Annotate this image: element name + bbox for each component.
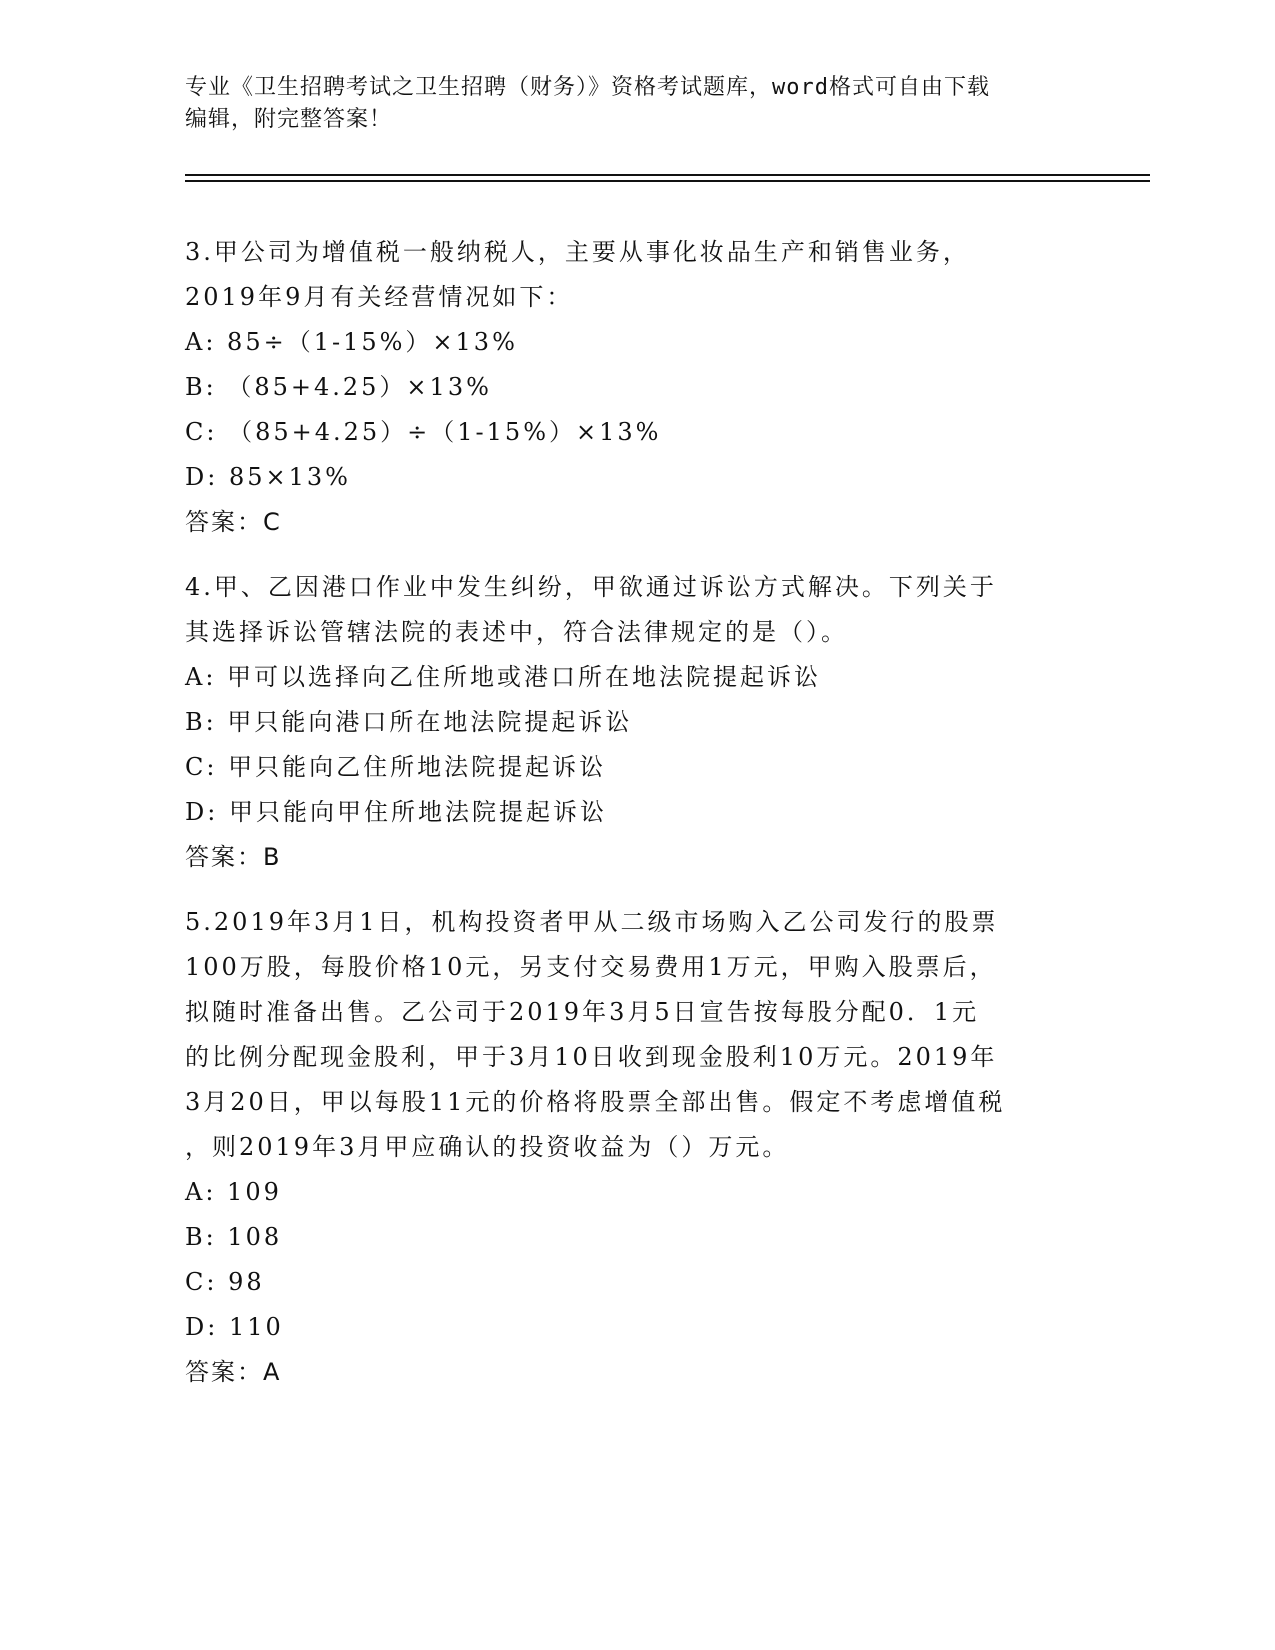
question-text-line: 100万股，每股价格10元，另支付交易费用1万元，甲购入股票后，: [185, 953, 997, 981]
answer: 答案：A: [185, 1358, 282, 1386]
option-b: B: （85+4.25）×13%: [185, 373, 492, 401]
question-text-line: 其选择诉讼管辖法院的表述中，符合法律规定的是（）。: [185, 618, 848, 646]
option-c: C: 98: [185, 1268, 265, 1296]
question-list: [185, 230, 1085, 1415]
option-a: A: 甲可以选择向乙住所地或港口所在地法院提起诉讼: [185, 663, 822, 691]
option-a: A: 85÷（1-15%）×13%: [185, 328, 518, 356]
document-header: [185, 72, 1065, 136]
header-line-2: 编辑，附完整答案！: [185, 107, 393, 132]
option-a: A: 109: [185, 1178, 282, 1206]
answer: 答案：C: [185, 508, 282, 536]
question-text-line: 拟随时准备出售。乙公司于2019年3月5日宣告按每股分配0．1元: [185, 998, 980, 1026]
option-d: D: 110: [185, 1313, 284, 1341]
option-b: B: 甲只能向港口所在地法院提起诉讼: [185, 708, 633, 736]
question-text-line: 3月20日，甲以每股11元的价格将股票全部出售。假定不考虑增值税: [185, 1088, 1006, 1116]
question-text-line: ，则2019年3月甲应确认的投资收益为（）万元。: [185, 1133, 790, 1161]
header-divider-bottom: [185, 180, 1150, 182]
question-text-line: 2019年9月有关经营情况如下：: [185, 283, 574, 311]
option-d: D: 甲只能向甲住所地法院提起诉讼: [185, 798, 607, 826]
question-text-line: 5.2019年3月1日，机构投资者甲从二级市场购入乙公司发行的股票: [185, 908, 999, 936]
question-3: [185, 230, 1085, 545]
question-4: [185, 565, 1085, 880]
option-c: C: （85+4.25）÷（1-15%）×13%: [185, 418, 662, 446]
question-text-line: 3.甲公司为增值税一般纳税人，主要从事化妆品生产和销售业务，: [185, 238, 970, 266]
header-line-1: 专业《卫生招聘考试之卫生招聘（财务）》资格考试题库，word格式可自由下载: [185, 75, 990, 100]
question-text-line: 4.甲、乙因港口作业中发生纠纷，甲欲通过诉讼方式解决。下列关于: [185, 573, 997, 601]
option-c: C: 甲只能向乙住所地法院提起诉讼: [185, 753, 607, 781]
header-divider-top: [185, 174, 1150, 176]
answer: 答案：B: [185, 843, 282, 871]
question-text-line: 的比例分配现金股利，甲于3月10日收到现金股利10万元。2019年: [185, 1043, 998, 1071]
option-d: D: 85×13%: [185, 463, 351, 491]
option-b: B: 108: [185, 1223, 283, 1251]
question-5: [185, 900, 1085, 1395]
